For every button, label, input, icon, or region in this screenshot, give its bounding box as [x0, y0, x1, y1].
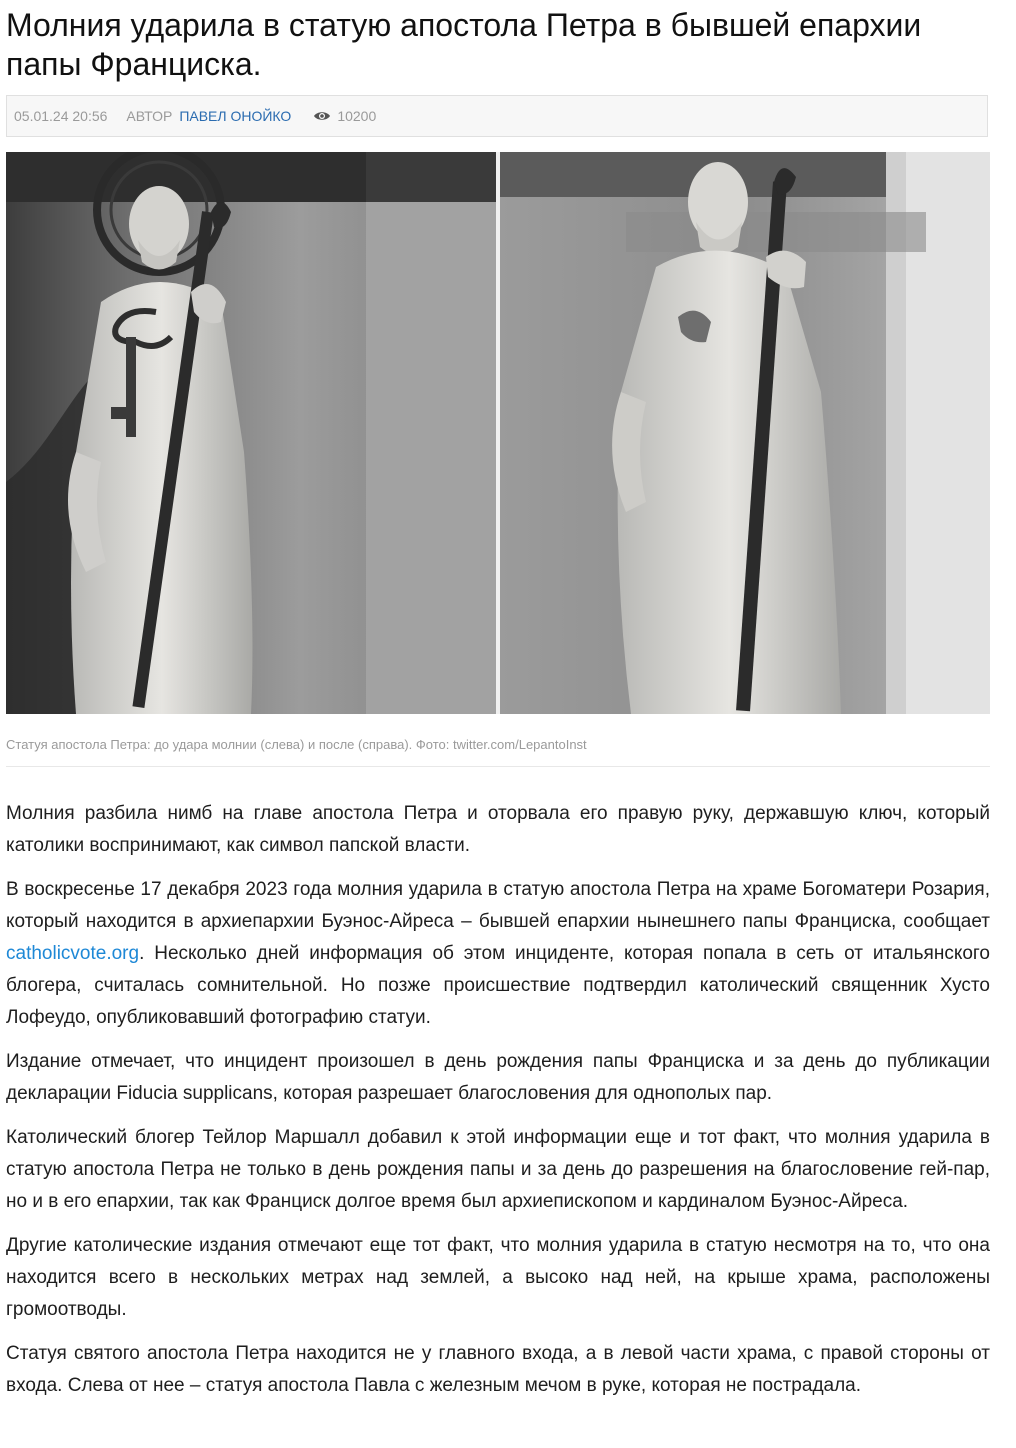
publish-date: 05.01.24 20:56: [14, 108, 108, 124]
paragraph: [6, 874, 990, 1034]
source-link[interactable]: catholicvote.org: [6, 943, 140, 964]
article-title: Молния ударила в статую апостола Петра в бывшей епархии папы Франциска.: [6, 7, 922, 82]
author-link[interactable]: ПАВЕЛ ОНОЙКО: [179, 108, 292, 124]
paragraph-text: . Несколько дней информация об этом инциденте, которая попала в сеть от итальянского блогера, считалась сомнительной. Но позже происшествие подтвердил католический священник Хусто Лофеудо, опубликовавший фотографию статуи.: [6, 943, 990, 1028]
paragraph: Католический блогер Тейлор Маршалл добавил к этой информации еще и тот факт, что молния ударила в статую апостола Петра не только в день рождения папы и за день до разрешения на благословение гей-пар, но и в его епархии, так как Франциск долгое время был архиепископом и кардиналом Буэнос-Айреса.: [6, 1127, 990, 1212]
eye-icon: [313, 110, 331, 122]
view-count: 10200: [337, 108, 377, 124]
paragraph: Издание отмечает, что инцидент произошел в день рождения папы Франциска и за день до публикации декларации Fiducia supplicans, которая разрешает благословения для однополых пар.: [6, 1051, 990, 1104]
paragraph: Статуя святого апостола Петра находится не у главного входа, а в левой части храма, с правой стороны от входа. Слева от нее – статуя апостола Павла с железным мечом в руке, которая не пострадала.: [6, 1343, 990, 1396]
photo-caption: Статуя апостола Петра: до удара молнии (слева) и после (справа). Фото: twitter.com/LepantoInst: [6, 737, 587, 752]
article-meta-bar: [6, 95, 988, 137]
paragraph-text: В воскресенье 17 декабря 2023 года молния ударила в статую апостола Петра на храме Богоматери Розария, который находится в архиепархии Буэнос-Айреса – бывшей епархии нынешнего папы Франциска, сообщает: [6, 879, 990, 932]
author-label: АВТОР: [126, 108, 173, 124]
paragraph: Другие католические издания отмечают еще тот факт, что молния ударила в статую несмотря на то, что она находится всего в нескольких метрах над землей, а высоко над ней, на крыше храма, расположены громоотводы.: [6, 1235, 990, 1320]
divider: [6, 766, 990, 767]
article-photo: [6, 152, 990, 714]
paragraph: Молния разбила нимб на главе апостола Петра и оторвала его правую руку, державшую ключ, который католики воспринимают, как символ папской власти.: [6, 803, 990, 856]
article-body: [6, 798, 990, 1414]
